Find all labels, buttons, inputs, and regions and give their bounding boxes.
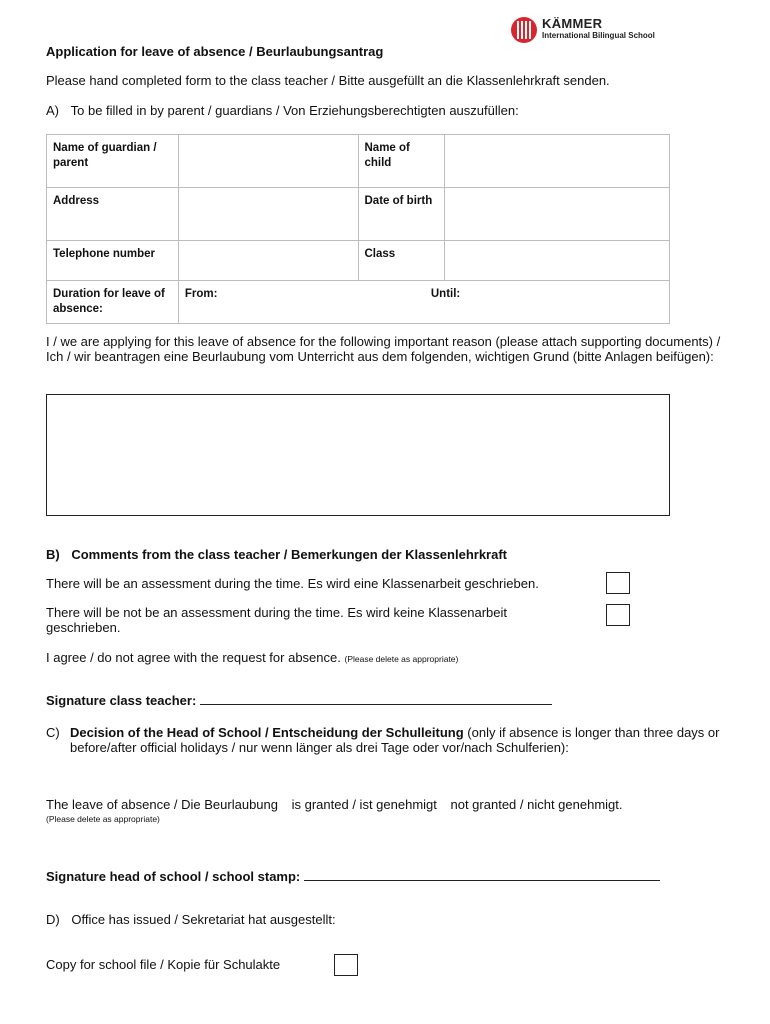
kaemmer-logo-icon <box>510 16 538 44</box>
section-b-title: Comments from the class teacher / Bemerkungen der Klassenlehrkraft <box>71 547 507 562</box>
assessment-no-text: There will be not be an assessment during the time. Es wird keine Klassenarbeit geschrieben. <box>46 605 508 635</box>
address-field[interactable] <box>178 188 358 241</box>
assessment-yes-text: There will be an assessment during the time. Es wird eine Klassenarbeit geschrieben. <box>46 576 539 591</box>
dob-field[interactable] <box>445 188 670 241</box>
section-c-label: C) <box>46 725 60 740</box>
not-granted-option[interactable]: not granted / nicht genehmigt. <box>450 797 623 812</box>
granted-option[interactable]: is granted / ist genehmigt <box>291 797 437 812</box>
agree-text: I agree / do not agree with the request for absence. <box>46 650 341 665</box>
child-field[interactable] <box>445 135 670 188</box>
address-label: Address <box>47 188 179 241</box>
logo-name: KÄMMER <box>542 16 603 31</box>
leave-text: The leave of absence / Die Beurlaubung <box>46 797 278 812</box>
section-d-heading <box>46 912 336 927</box>
section-a-text: To be filled in by parent / guardians / Von Erziehungsberechtigten auszufüllen: <box>70 103 519 118</box>
copy-checkbox[interactable] <box>334 954 358 976</box>
assessment-no-checkbox[interactable] <box>606 604 630 626</box>
section-d-label: D) <box>46 912 60 927</box>
from-label: From: <box>184 288 218 300</box>
page-title: Application for leave of absence / Beurlaubungsantrag <box>46 44 384 59</box>
section-b-label: B) <box>46 547 60 562</box>
copy-label: Copy for school file / Kopie für Schulakte <box>46 957 281 972</box>
class-label: Class <box>358 241 445 281</box>
section-b-heading <box>46 547 507 562</box>
duration-label: Duration for leave of absence: <box>47 281 179 324</box>
agree-line <box>46 650 458 665</box>
instruction-text: Please hand completed form to the class teacher / Bitte ausgefüllt an die Klassenlehrkraft senden. <box>46 73 610 88</box>
logo-subtitle: International Bilingual School <box>542 31 655 40</box>
until-label: Until: <box>430 288 461 300</box>
decision-note: (Please delete as appropriate) <box>46 814 160 824</box>
section-c-block <box>46 725 726 755</box>
section-d-text: Office has issued / Sekretariat hat ausgestellt: <box>71 912 336 927</box>
parent-info-table <box>46 134 670 324</box>
teacher-signature <box>46 693 552 708</box>
head-signature-line[interactable] <box>304 869 660 881</box>
assessment-yes-checkbox[interactable] <box>606 572 630 594</box>
teacher-signature-label: Signature class teacher: <box>46 693 197 708</box>
guardian-field[interactable] <box>178 135 358 188</box>
section-c-heading: Decision of the Head of School / Entscheidung der Schulleitung <box>70 725 464 740</box>
section-a-heading <box>46 103 519 118</box>
school-logo <box>510 16 680 46</box>
head-signature <box>46 869 660 884</box>
section-c-text: (only if absence is longer than three days or before/after official holidays / nur wenn länger als drei Tage oder vor/nach Schulferien): <box>70 725 720 755</box>
dob-label: Date of birth <box>358 188 445 241</box>
agree-note: (Please delete as appropriate) <box>344 654 459 664</box>
reason-text: I / we are applying for this leave of absence for the following important reason (please attach supporting documents) / Ich / wir beantragen eine Beurlaubung vom Unterricht aus dem folgenden, wichtigen Grund (bitte Anlagen beifügen): <box>46 334 721 364</box>
teacher-signature-line[interactable] <box>200 693 552 705</box>
decision-line <box>46 797 623 812</box>
reason-box[interactable] <box>46 394 670 516</box>
section-a-label: A) <box>46 103 59 118</box>
child-label: Name of child <box>358 135 445 188</box>
telephone-label: Telephone number <box>47 241 179 281</box>
class-field[interactable] <box>445 241 670 281</box>
telephone-field[interactable] <box>178 241 358 281</box>
head-signature-label: Signature head of school / school stamp: <box>46 869 301 884</box>
guardian-label: Name of guardian / parent <box>47 135 179 188</box>
duration-field[interactable] <box>178 281 669 324</box>
